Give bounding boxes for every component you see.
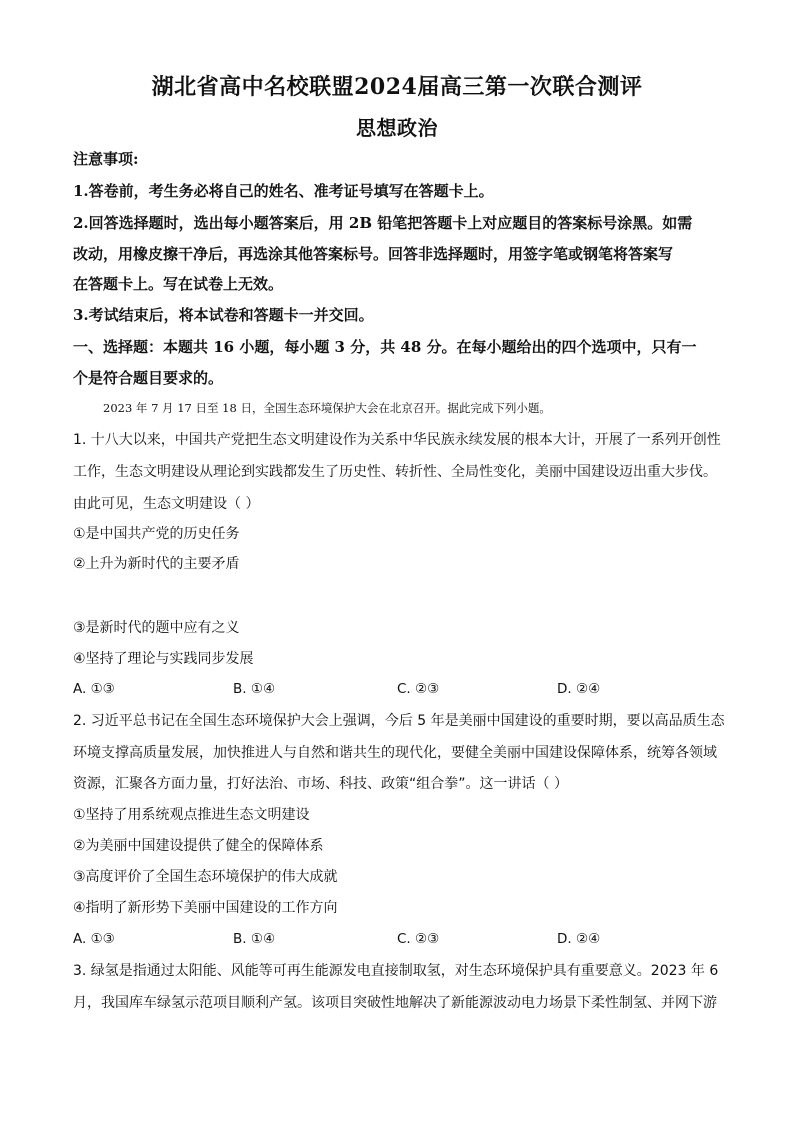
q1-statement-1: ①是中国共产党的历史任务 <box>73 526 240 542</box>
note-2-line-3: 在答题卡上。写在试卷上无效。 <box>73 275 284 293</box>
q2-option-b: B. ①④ <box>233 931 276 947</box>
q1-stem-line-3: 由此可见，生态文明建设（ ） <box>73 496 260 512</box>
section-heading-line-1: 一、选择题：本题共 16 小题，每小题 3 分，共 48 分。在每小题给出的四个选项中，只有一 <box>73 338 697 356</box>
note-2-line-2: 改动，用橡皮擦干净后，再选涂其他答案标号。回答非选择题时，用签字笔或钢笔将答案写 <box>73 245 674 263</box>
section-heading-line-2: 个是符合题目要求的。 <box>73 369 224 387</box>
section-intro: 2023 年 7 月 17 日至 18 日，全国生态环境保护大会在北京召开。据此完成下列小题。 <box>103 401 551 415</box>
q1-statement-4: ④坚持了理论与实践同步发展 <box>73 651 254 667</box>
q1-option-c: C. ②③ <box>397 681 440 697</box>
q2-stem-line-3: 资源，汇聚各方面力量，打好法治、市场、科技、政策“组合拳”。这一讲话（ ） <box>73 776 568 792</box>
note-3: 3.考试结束后，将本试卷和答题卡一并交回。 <box>73 306 374 324</box>
note-1: 1.答卷前，考生务必将自己的姓名、准考证号填写在答题卡上。 <box>73 182 494 200</box>
q3-stem-line-2: 月，我国库车绿氢示范项目顺利产氢。该项目突破性地解决了新能源波动电力场景下柔性制氢、并网下游 <box>73 995 717 1011</box>
q1-option-a: A. ①③ <box>73 681 115 697</box>
q1-option-d: D. ②④ <box>557 681 601 697</box>
q2-stem-line-1: 2. 习近平总书记在全国生态环境保护大会上强调，今后 5 年是美丽中国建设的重要时期，要以高品质生态 <box>73 713 725 729</box>
q2-statement-2: ②为美丽中国建设提供了健全的保障体系 <box>73 838 324 854</box>
q2-statement-3: ③高度评价了全国生态环境保护的伟大成就 <box>73 869 338 885</box>
q1-statement-3: ③是新时代的题中应有之义 <box>73 620 240 636</box>
q2-option-c: C. ②③ <box>397 931 440 947</box>
q1-option-b: B. ①④ <box>233 681 276 697</box>
q2-statement-1: ①坚持了用系统观点推进生态文明建设 <box>73 807 310 823</box>
q2-statement-4: ④指明了新形势下美丽中国建设的工作方向 <box>73 900 338 916</box>
subject-title: 思想政治 <box>356 116 438 140</box>
q1-statement-2: ②上升为新时代的主要矛盾 <box>73 556 240 572</box>
note-2-line-1: 2.回答选择题时，选出每小题答案后，用 2B 铅笔把答题卡上对应题目的答案标号涂黑。如需 <box>73 214 693 232</box>
q2-stem-line-2: 环境支撑高质量发展，加快推进人与自然和谐共生的现代化，要健全美丽中国建设保障体系，统筹各领域 <box>73 745 717 761</box>
exam-title: 湖北省高中名校联盟2024届高三第一次联合测评 <box>151 74 643 100</box>
q1-stem-line-1: 1. 十八大以来，中国共产党把生态文明建设作为关系中华民族永续发展的根本大计，开展了一系列开创性 <box>73 432 721 448</box>
q1-stem-line-2: 工作，生态文明建设从理论到实践都发生了历史性、转折性、全局性变化，美丽中国建设迈出重大步伐。 <box>73 464 717 480</box>
q2-option-d: D. ②④ <box>557 931 601 947</box>
q3-stem-line-1: 3. 绿氢是指通过太阳能、风能等可再生能源发电直接制取氢，对生态环境保护具有重要意义。2023 年 6 <box>73 963 719 979</box>
q2-option-a: A. ①③ <box>73 931 115 947</box>
notes-heading: 注意事项: <box>73 150 139 168</box>
